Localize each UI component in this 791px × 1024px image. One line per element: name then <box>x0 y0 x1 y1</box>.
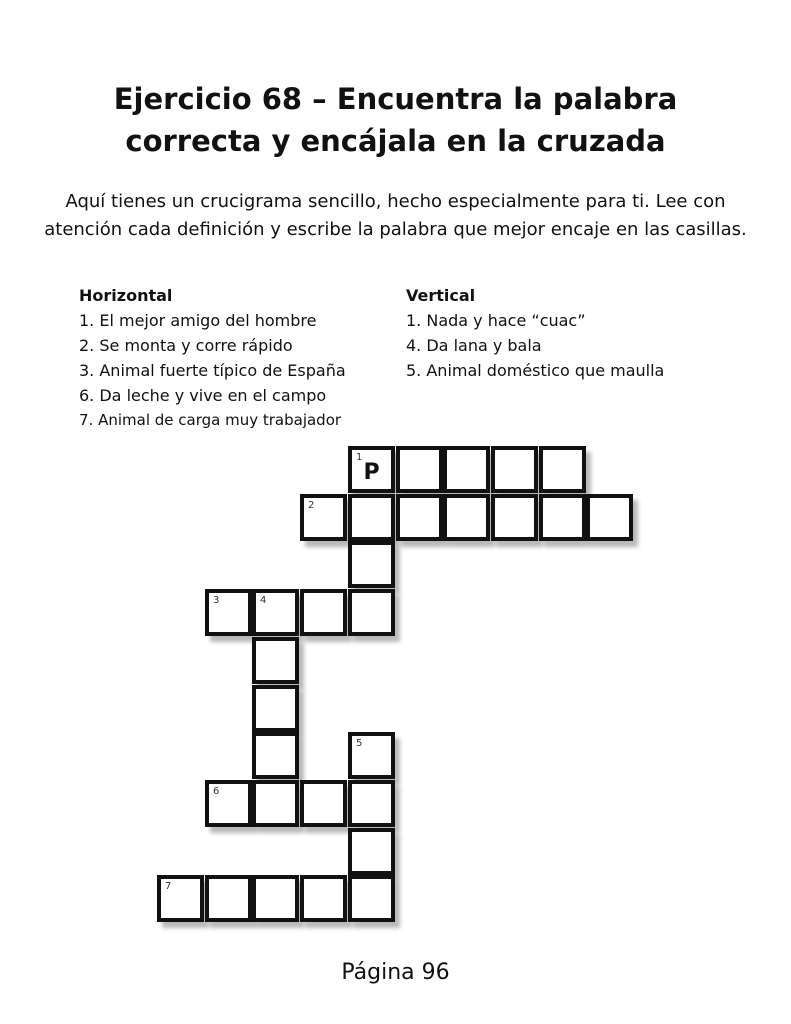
crossword-cell[interactable] <box>443 494 490 541</box>
title-line-1: Ejercicio 68 – Encuentra la palabra <box>113 82 678 116</box>
crossword-cell[interactable] <box>491 494 538 541</box>
clue-vertical-4: 4. Da lana y bala <box>406 336 542 355</box>
crossword-cell[interactable] <box>205 589 252 636</box>
crossword-cell[interactable] <box>491 446 538 493</box>
crossword-cell[interactable] <box>396 494 443 541</box>
crossword-cell[interactable] <box>348 780 395 827</box>
instructions-text: Aquí tienes un crucigrama sencillo, hecho especialmente para ti. Lee con atención cada definición y escribe la palabra que mejor encaje en las casillas. <box>44 191 747 240</box>
cell-number: 4 <box>260 595 267 606</box>
crossword-cell[interactable] <box>157 875 204 922</box>
cell-number: 1 <box>356 452 363 463</box>
clue-horizontal-3: 3. Animal fuerte típico de España <box>79 361 346 380</box>
crossword-cell[interactable] <box>205 780 252 827</box>
crossword-cell[interactable] <box>443 446 490 493</box>
page-number: Página 96 <box>341 960 450 985</box>
cell-letter: P <box>363 460 380 485</box>
title-line-2: correcta y encájala en la cruzada <box>125 124 666 158</box>
clue-vertical-5: 5. Animal doméstico que maulla <box>406 361 665 380</box>
crossword-cell[interactable] <box>348 446 395 493</box>
clues-horizontal-heading: Horizontal <box>79 286 173 305</box>
cell-number: 7 <box>165 881 172 892</box>
crossword-cell[interactable] <box>539 494 586 541</box>
crossword-cell[interactable] <box>348 541 395 588</box>
cell-number: 5 <box>356 738 363 749</box>
crossword-cell[interactable] <box>300 875 347 922</box>
clue-horizontal-1: 1. El mejor amigo del hombre <box>79 311 317 330</box>
clue-horizontal-6: 6. Da leche y vive en el campo <box>79 386 327 405</box>
crossword-cell[interactable] <box>348 828 395 875</box>
crossword-cell[interactable] <box>348 494 395 541</box>
crossword-cell[interactable] <box>348 732 395 779</box>
crossword-cell[interactable] <box>252 589 299 636</box>
crossword-cell[interactable] <box>252 637 299 684</box>
crossword-cell[interactable] <box>205 875 252 922</box>
crossword-cell[interactable] <box>252 685 299 732</box>
crossword-cell[interactable] <box>252 780 299 827</box>
crossword-cell[interactable] <box>396 446 443 493</box>
cell-number: 2 <box>308 500 315 511</box>
crossword-cell[interactable] <box>539 446 586 493</box>
crossword-cell[interactable] <box>300 494 347 541</box>
crossword-cell[interactable] <box>348 875 395 922</box>
cell-number: 6 <box>213 786 220 797</box>
crossword-cell[interactable] <box>348 589 395 636</box>
crossword-cell[interactable] <box>252 875 299 922</box>
crossword-cell[interactable] <box>300 780 347 827</box>
clue-vertical-1: 1. Nada y hace “cuac” <box>406 311 586 330</box>
cell-number: 3 <box>213 595 220 606</box>
crossword-cell[interactable] <box>300 589 347 636</box>
clue-horizontal-2: 2. Se monta y corre rápido <box>79 336 293 355</box>
crossword-cell[interactable] <box>586 494 633 541</box>
clue-horizontal-7: 7. Animal de carga muy trabajador <box>79 411 342 429</box>
crossword-cell[interactable] <box>252 732 299 779</box>
clues-vertical-heading: Vertical <box>406 286 476 305</box>
